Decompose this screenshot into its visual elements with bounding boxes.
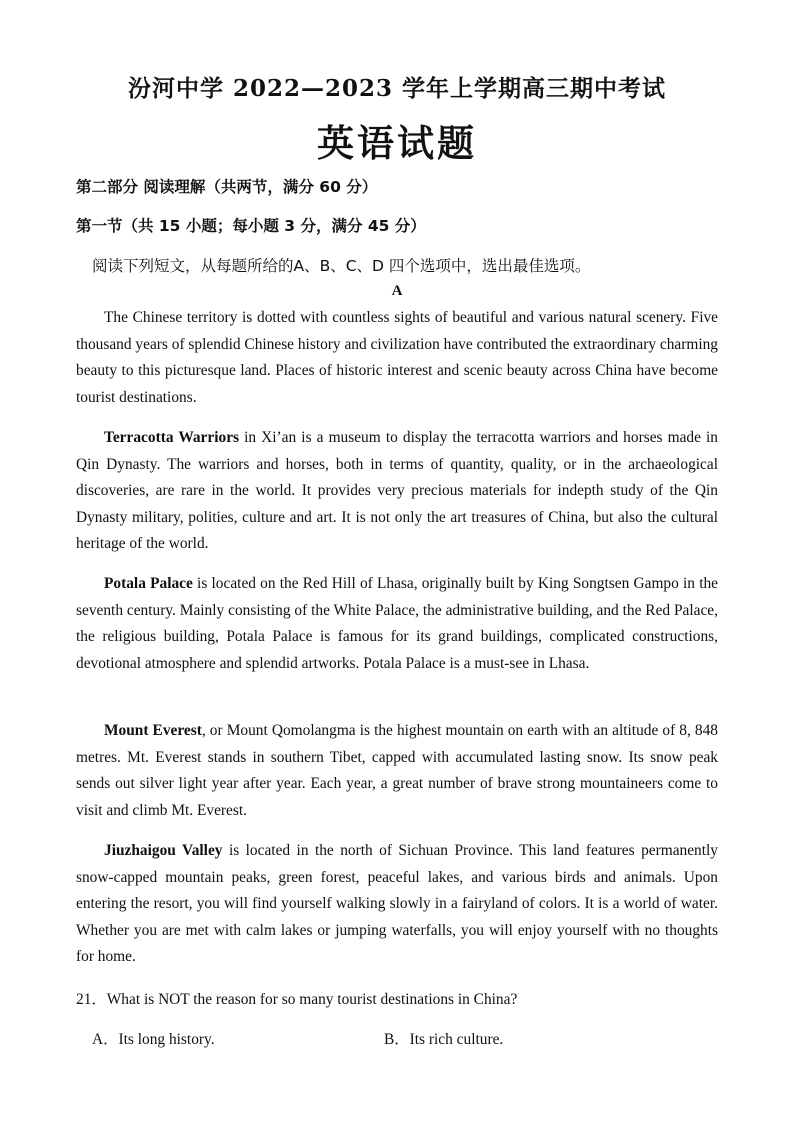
exam-title: 汾河中学 2022—2023 学年上学期高三期中考试 bbox=[127, 75, 667, 102]
place-description: in Xi’an is a museum to display the terracotta warriors and horses made in Qin Dynasty. The warriors and horses, both in terms of quantity, quality, or in the archaeological discoveries, are rare in the world. It provides very precious materials for indepth study of the Qin Dynasty military, polities, culture and art. It is not only the art treasures of China, but also the cultural heritage of the world. bbox=[76, 429, 718, 553]
intro-paragraph: The Chinese territory is dotted with countless sights of beautiful and various natural scenery. Five thousand years of splendid Chinese history and civilization have contributed the extraordinary charming beauty to this picturesque land. Places of historic interest and scenic beauty across China have become tourist destinations. bbox=[76, 309, 718, 406]
subsection-heading: 第一节（共 15 小题；每小题 3 分，满分 45 分） bbox=[76, 217, 426, 235]
place-description: , or Mount Qomolangma is the highest mountain on earth with an altitude of 8, 848 metres. Mt. Everest stands in southern Tibet, capped with accumulated lasting snow. Its snow peak sends out silver light year after year. Each year, a great number of brave strong mountaineers come to visit and climb Mt. Everest. bbox=[76, 722, 719, 819]
passage-label: A bbox=[391, 283, 403, 299]
paragraph-jiuzhaigou bbox=[76, 838, 718, 971]
paragraph-terracotta bbox=[76, 425, 718, 558]
option-a: A．Its long history. bbox=[92, 1031, 215, 1048]
place-name: Terracotta Warriors bbox=[104, 429, 240, 446]
place-description: is located in the north of Sichuan Province. This land features permanently snow-capped mountain peaks, green forest, peaceful lakes, and various birds and animals. Upon entering the resort, you will find yourself walking slowly in a fairyland of colors. It is a world of water. Whether you are met with calm lakes or jumping waterfalls, you will enjoy yourself with no thoughts for home. bbox=[76, 842, 719, 966]
part-heading: 第二部分 阅读理解（共两节，满分 60 分） bbox=[76, 178, 378, 196]
place-name: Potala Palace bbox=[104, 575, 193, 592]
paragraph-potala bbox=[76, 571, 718, 677]
place-name: Jiuzhaigou Valley bbox=[104, 842, 223, 859]
place-description: is located on the Red Hill of Lhasa, originally built by King Songtsen Gampo in the seventh century. Mainly consisting of the White Palace, the administrative building, and the Red Palace, the religious building, Potala Palace is famous for its grand buildings, complicated constructions, devotional atmosphere and splendid artworks. Potala Palace is a must-see in Lhasa. bbox=[76, 575, 719, 672]
subject-title: 英语试题 bbox=[317, 121, 477, 165]
option-b: B．Its rich culture. bbox=[384, 1031, 504, 1048]
place-name: Mount Everest bbox=[104, 722, 202, 739]
question-21: 21．What is NOT the reason for so many tourist destinations in China? bbox=[76, 991, 518, 1008]
paragraph-everest bbox=[76, 718, 718, 824]
instructions: 阅读下列短文，从每题所给的A、B、C、D 四个选项中，选出最佳选项。 bbox=[92, 257, 591, 275]
